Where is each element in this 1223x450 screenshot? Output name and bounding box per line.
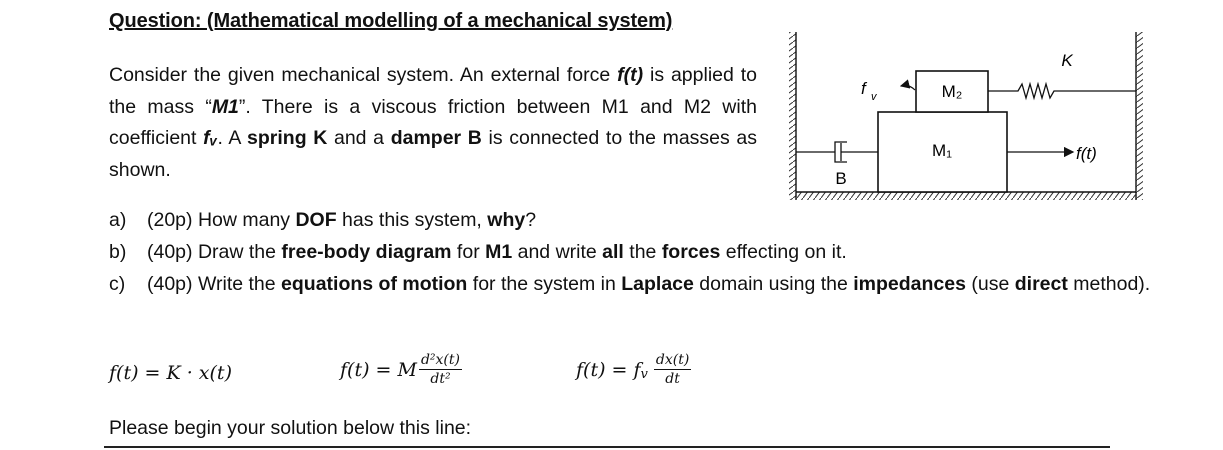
label-b: B — [835, 169, 847, 188]
intro-force: f(t) — [617, 64, 644, 86]
ground — [796, 192, 1136, 200]
emphasis-text: DOF — [295, 209, 337, 231]
intro-damper: damper B — [390, 127, 482, 149]
equation-spring-text: f(t) = K · x(t) — [109, 362, 232, 384]
question-label: c) — [109, 273, 126, 295]
question-label: b) — [109, 241, 127, 263]
mechanical-system-diagram — [785, 30, 1147, 210]
solution-prompt: Please begin your solution below this line: — [109, 417, 472, 439]
question-fragment: for the system in — [467, 273, 622, 295]
equation-mass-fraction — [419, 352, 462, 387]
equation-damper-fraction — [654, 352, 691, 387]
intro-coef: fᵥ — [203, 127, 218, 149]
equation-mass-denominator: dt² — [430, 371, 451, 387]
intro-spring: spring K — [247, 127, 328, 149]
damper-b — [796, 142, 878, 162]
emphasis-text: direct — [1014, 273, 1068, 295]
intro-text-2: is applied to the mass “ — [109, 64, 757, 118]
intro-text-3: ”. There is a viscous friction between M1 and M2 with coefficient — [109, 95, 757, 149]
question-fragment: and write — [512, 241, 603, 263]
equation-spring — [109, 362, 232, 384]
label-m1: M₁ — [932, 141, 952, 160]
equation-mass-lhs: f(t) = M — [340, 358, 417, 381]
spring-k — [988, 84, 1136, 98]
intro-text-6: is connected to the masses as shown. — [109, 127, 757, 181]
question-list — [109, 204, 1209, 300]
question-fragment: has this system, — [336, 209, 488, 231]
label-k: K — [1061, 51, 1073, 70]
emphasis-text: M1 — [485, 241, 513, 263]
question-fragment: the — [623, 241, 662, 263]
question-item-c — [109, 268, 1209, 300]
question-fragment: effecting on it. — [720, 241, 847, 263]
question-fragment: for — [451, 241, 486, 263]
intro-text-5: and a — [327, 127, 391, 149]
equation-damper — [576, 352, 691, 387]
intro-text-4: . A — [217, 127, 248, 149]
emphasis-text: forces — [661, 241, 721, 263]
question-fragment: (20p) How many — [147, 209, 296, 231]
left-wall — [789, 32, 796, 200]
label-m2: M₂ — [941, 82, 963, 101]
emphasis-text: why — [487, 209, 526, 231]
emphasis-text: all — [602, 241, 624, 263]
question-text — [147, 236, 1209, 268]
intro-text-1: Consider the given mechanical system. An external force — [109, 64, 618, 86]
label-fv-sub: v — [871, 91, 877, 103]
label-fv: f — [861, 79, 866, 98]
emphasis-text: equations of motion — [281, 273, 468, 295]
label-ft: f(t) — [1076, 144, 1097, 163]
question-fragment: ? — [525, 209, 537, 231]
equation-damper-sub: v — [640, 367, 648, 382]
intro-paragraph — [109, 60, 757, 186]
question-label: a) — [109, 209, 127, 231]
question-fragment: method). — [1067, 273, 1151, 295]
question-item-b — [109, 236, 1209, 268]
question-title: Question: (Mathematical modelling of a mechanical system) — [109, 10, 673, 32]
equation-mass-numerator: d²x(t) — [420, 352, 460, 368]
equation-damper-numerator: dx(t) — [655, 352, 690, 368]
equation-damper-lhs: f(t) = f — [576, 358, 641, 381]
friction-arrow — [901, 86, 915, 91]
emphasis-text: Laplace — [621, 273, 694, 295]
intro-mass: M1 — [211, 95, 239, 118]
question-fragment: domain using the — [693, 273, 854, 295]
question-fragment: (use — [965, 273, 1015, 295]
question-fragment: (40p) Draw the — [147, 241, 282, 263]
question-text — [147, 268, 1209, 300]
emphasis-text: free-body diagram — [281, 241, 452, 263]
emphasis-text: impedances — [853, 273, 966, 295]
equation-mass — [340, 352, 462, 387]
question-fragment: (40p) Write the — [147, 273, 282, 295]
right-wall — [1136, 32, 1143, 200]
solution-divider — [104, 446, 1110, 448]
equation-damper-denominator: dt — [665, 371, 680, 387]
